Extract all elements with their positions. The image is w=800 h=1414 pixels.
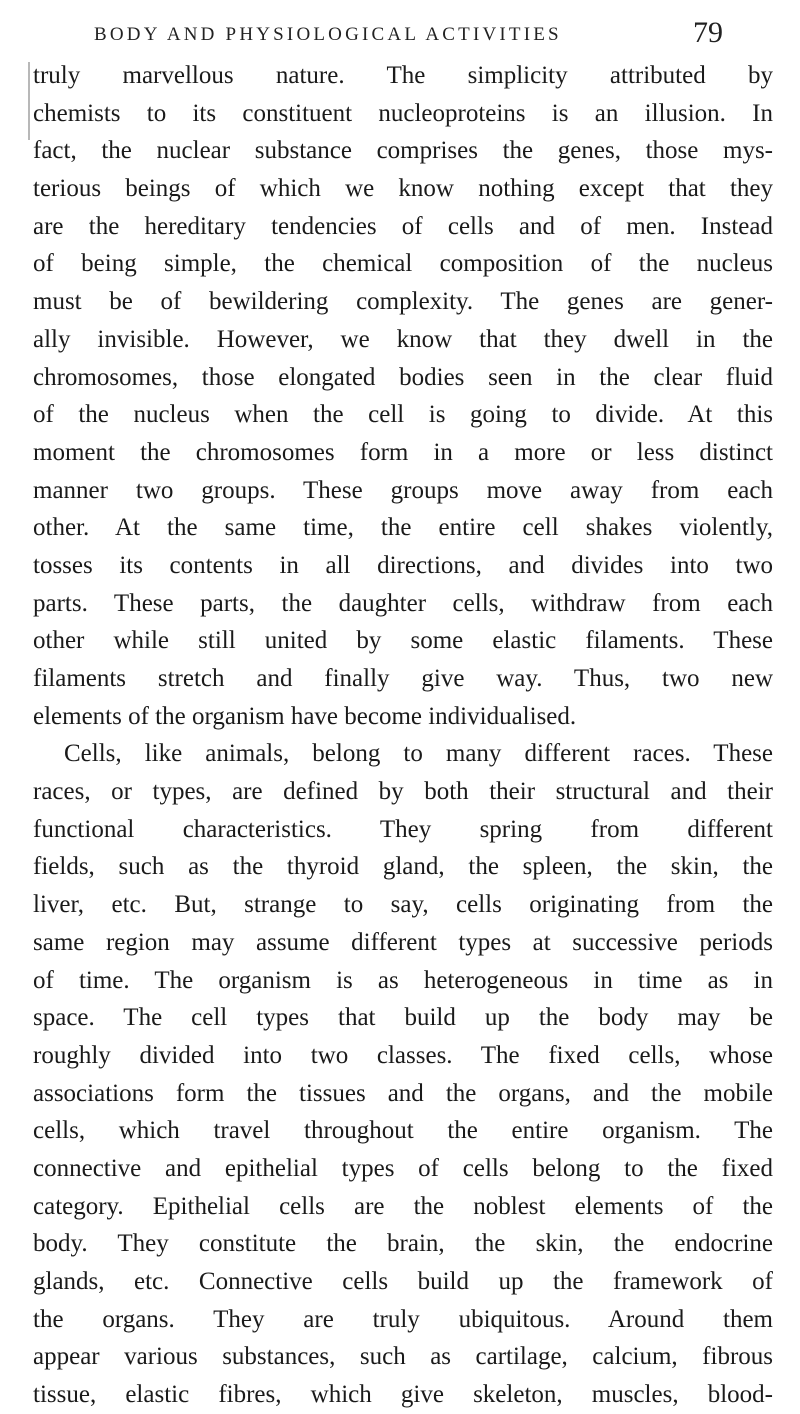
text-line: elements of the organism have become individualised. xyxy=(33,702,577,730)
text-line: functional characteristics. They spring from different xyxy=(33,815,773,843)
text-line: of time. The organism is as heterogeneous in time as in xyxy=(33,966,773,994)
running-head xyxy=(0,16,800,56)
text-line: filaments stretch and finally give way. Thus, two new xyxy=(33,665,773,692)
text-line: body. They constitute the brain, the skin, the endocrine xyxy=(33,1230,773,1258)
text-line: roughly divided into two classes. The fixed cells, whose xyxy=(33,1041,773,1069)
text-line: liver, etc. But, strange to say, cells originating from the xyxy=(33,891,773,919)
text-line: ally invisible. However, we know that they dwell in the xyxy=(33,325,773,353)
text-line: cells, which travel throughout the entire organism. The xyxy=(33,1117,773,1145)
text-line: glands, etc. Connective cells build up the framework of xyxy=(33,1268,773,1295)
page-number: 79 xyxy=(693,16,723,49)
margin-shadow-mark xyxy=(28,104,30,140)
text-line: space. The cell types that build up the body may be xyxy=(33,1004,773,1032)
text-line: chemists to its constituent nucleoproteins is an illusion. In xyxy=(33,99,773,127)
text-line: manner two groups. These groups move away from each xyxy=(33,476,773,504)
text-line: of the nucleus when the cell is going to divide. At this xyxy=(33,401,773,429)
text-line: of being simple, the chemical composition of the nucleus xyxy=(33,250,773,278)
text-line: Cells, like animals, belong to many different races. These xyxy=(64,740,773,768)
text-line: tissue, elastic fibres, which give skeleton, muscles, blood- xyxy=(33,1381,773,1409)
text-line: truly marvellous nature. The simplicity attributed by xyxy=(33,62,773,89)
text-line: associations form the tissues and the organs, and the mobile xyxy=(33,1079,773,1107)
text-line: category. Epithelial cells are the noblest elements of the xyxy=(33,1192,773,1220)
text-line: fact, the nuclear substance comprises the genes, those mys- xyxy=(33,137,773,165)
running-title: BODY AND PHYSIOLOGICAL ACTIVITIES xyxy=(94,24,562,45)
text-line: other. At the same time, the entire cell shakes violently, xyxy=(33,514,773,542)
text-line: other while still united by some elastic filaments. These xyxy=(33,627,773,655)
text-line: terious beings of which we know nothing except that they xyxy=(33,175,773,203)
text-line: same region may assume different types at successive periods xyxy=(33,928,773,956)
text-line: connective and epithelial types of cells belong to the fixed xyxy=(33,1154,773,1182)
text-line: are the hereditary tendencies of cells and of men. Instead xyxy=(33,212,773,240)
text-line: the organs. They are truly ubiquitous. Around them xyxy=(33,1305,773,1333)
text-line: appear various substances, such as cartilage, calcium, fibrous xyxy=(33,1343,773,1371)
text-line: parts. These parts, the daughter cells, withdraw from each xyxy=(33,589,773,617)
text-line: moment the chromosomes form in a more or less distinct xyxy=(33,438,773,466)
body-text xyxy=(33,57,773,1414)
text-line: races, or types, are defined by both their structural and their xyxy=(33,778,773,806)
text-line: must be of bewildering complexity. The genes are gener- xyxy=(33,288,773,316)
text-line: chromosomes, those elongated bodies seen in the clear fluid xyxy=(33,363,773,391)
text-line: fields, such as the thyroid gland, the spleen, the skin, the xyxy=(33,853,773,881)
text-line: tosses its contents in all directions, and divides into two xyxy=(33,551,773,579)
